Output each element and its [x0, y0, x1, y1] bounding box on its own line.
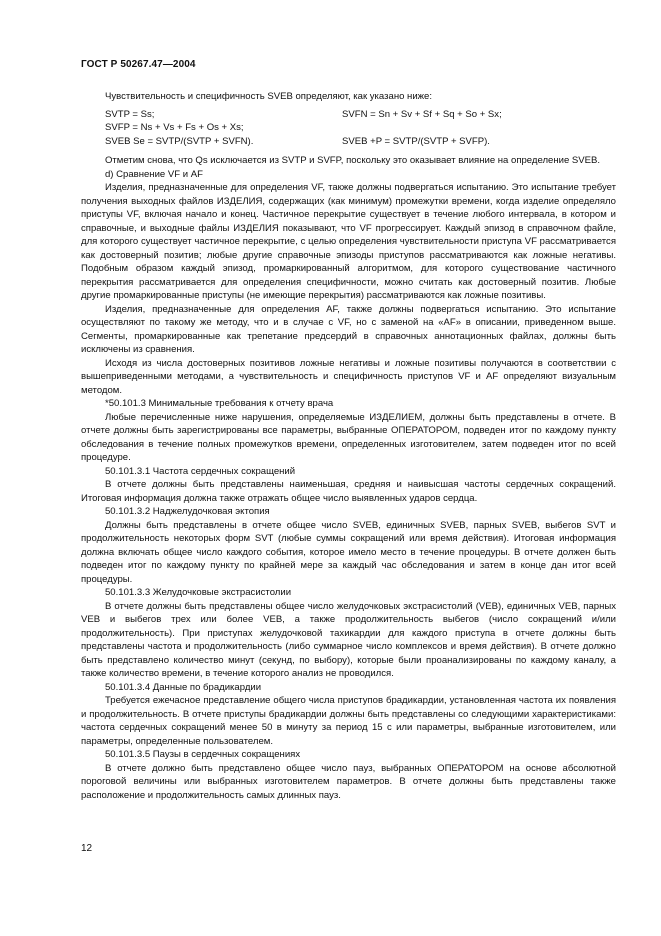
vf-paragraph: Изделия, предназначенные для определения VF, также должны подвергаться испытанию. Это испытание требует получения выходных файлов ИЗДЕЛИЯ, содержащих (как минимум) промежутки времени, когда изделие определяло приступы VF, включая начало и конец. Частичное перекрытие существует в течение любого интервала, в котором и справочные, и выходные файлы ИЗДЕЛИЯ показывают, что VF прогрессирует. Каждый эпизод в справочном файле, для которого существует частичное перекрытие, с целью определения чувствительности приступа VF рассматривается как достоверный позитив; любые другие справочные эпизоды приступов рассматриваются как ложные негативы. Подобным образом каждый эпизод, промаркированный алгоритмом, для которого существование частичного перекрытия рассматривается для определения специфичности, можно считать как достоверный позитив. Любые другие промаркированные приступы (не имеющие перекрытия) рассматриваются как ложные позитивы. [81, 182, 616, 301]
intro-text: Чувствительность и специфичность SVEB определяют, как указано ниже: [105, 91, 433, 102]
positives-paragraph: Исходя из числа достоверных позитивов ложные негативы и ложные позитивы получаются в соответствии с вышеприведенными методами, а чувствительность и специфичность приступов VF и AF определяют визуальным методом. [81, 357, 616, 396]
formula-row [105, 108, 616, 122]
qs-note-paragraph: Отметим снова, что Qs исключается из SVTP и SVFP, поскольку это оказывает влияние на определение SVEB. [105, 155, 601, 166]
bradycardia-paragraph: Требуется ежечасное представление общего числа приступов брадикардии, установленная частота их появления и продолжительность. В отчете приступы брадикардии должны быть представлены со следующими характеристиками: частота сердечных сокращений менее 50 в минуту за период 15 с или параметры, выбранные изготовителем, или параметры, определенные пользователем. [81, 695, 616, 747]
pauses-paragraph: В отчете должно быть представлено общее число пауз, выбранных ОПЕРАТОРОМ на основе абсолютной пороговой величины или выбранных изготовителем параметров. В отчете должны быть представлены также расположение и продолжительность самых длинных пауз. [81, 762, 616, 801]
section-heading-50-101-3-3: 50.101.3.3 Желудочковые экстрасистолии [105, 587, 292, 598]
page-content [81, 90, 616, 802]
section-heading-50-101-3-1: 50.101.3.1 Частота сердечных сокращений [105, 465, 296, 477]
report-requirements-paragraph: Любые перечисленные ниже нарушения, определяемые ИЗДЕЛИЕМ, должны быть представлены в отчете. В отчете должны быть зарегистрированы все параметры, выбранные ОПЕРАТОРОМ, подведен итог по каждому пункту обследования в течение полных промежутков времени, определенных изготовителем, затем подведен итог по всей процедуре. [81, 411, 616, 463]
formula-sveb-se: SVEB Se = SVTP/(SVTP + SVFN). [105, 135, 254, 147]
section-heading-d: d) Сравнение VF и AF [105, 168, 203, 180]
formula-svtp: SVTP = Ss; [105, 108, 155, 120]
ventricular-paragraph: В отчете должны быть представлены общее число желудочковых экстрасистолий (VEB), единичных VEB, парных VEB и выбегов трех или более VEB, а также продолжительность выбегов (число сокращений и/или продолжительность). При приступах желудочковой тахикардии для каждого приступа в отчете должны быть представлены частота и продолжительность (либо суммарное число комплексов и время действия). В отчете должно быть представлено количество минут (секунд, по выбору), которые были проанализированы по каждому каналу, а также количество времени, в течение которого анализ не проводился. [81, 600, 616, 679]
section-heading-50-101-3-4: 50.101.3.4 Данные по брадикардии [105, 681, 262, 693]
heart-rate-paragraph: В отчете должны быть представлены наименьшая, средняя и наивысшая частоты сердечных сокращений. Итоговая информация должна также отражать общее число выявленных ударов сердца. [81, 479, 616, 504]
document-header: ГОСТ Р 50267.47—2004 [81, 59, 196, 70]
section-heading-50-101-3-5: 50.101.3.5 Паузы в сердечных сокращениях [105, 749, 301, 760]
section-heading-50-101-3: *50.101.3 Минимальные требования к отчету врача [105, 398, 334, 409]
af-paragraph: Изделия, предназначенные для определения AF, также должны подвергаться испытанию. Это испытание осуществляют по такому же методу, что и в случае с VF, но с заменой на «AF» в описании, приведенном выше. Сегменты, промаркированные как трепетание предсердий в справочных аннотационных файлах, должны быть исключены из сравнения. [81, 303, 616, 355]
formula-row [105, 135, 616, 149]
formula-row [105, 121, 616, 135]
formula-svfp: SVFP = Ns + Vs + Fs + Os + Xs; [105, 122, 244, 133]
formula-sveb-pp: SVEB +P = SVTP/(SVTP + SVFP). [342, 135, 490, 147]
formula-block [105, 108, 616, 149]
formula-svfn: SVFN = Sn + Sv + Sf + Sq + So + Sx; [342, 108, 502, 120]
page-number: 12 [81, 843, 93, 854]
supraventricular-paragraph: Должны быть представлены в отчете общее число SVEB, единичных SVEB, парных SVEB, выбегов SVT и продолжительность некоторых форм SVT (любые суммы сокращений или время действия). Итоговая информация должна включать общее число каждого события, которое имело место в течение процедуры. В отчете должен быть подведен итог по каждому пункту по крайней мере за каждый час обследования и затем в конце дан итог всей процедуры. [81, 519, 616, 585]
section-heading-50-101-3-2: 50.101.3.2 Наджелудочковая эктопия [105, 506, 270, 517]
